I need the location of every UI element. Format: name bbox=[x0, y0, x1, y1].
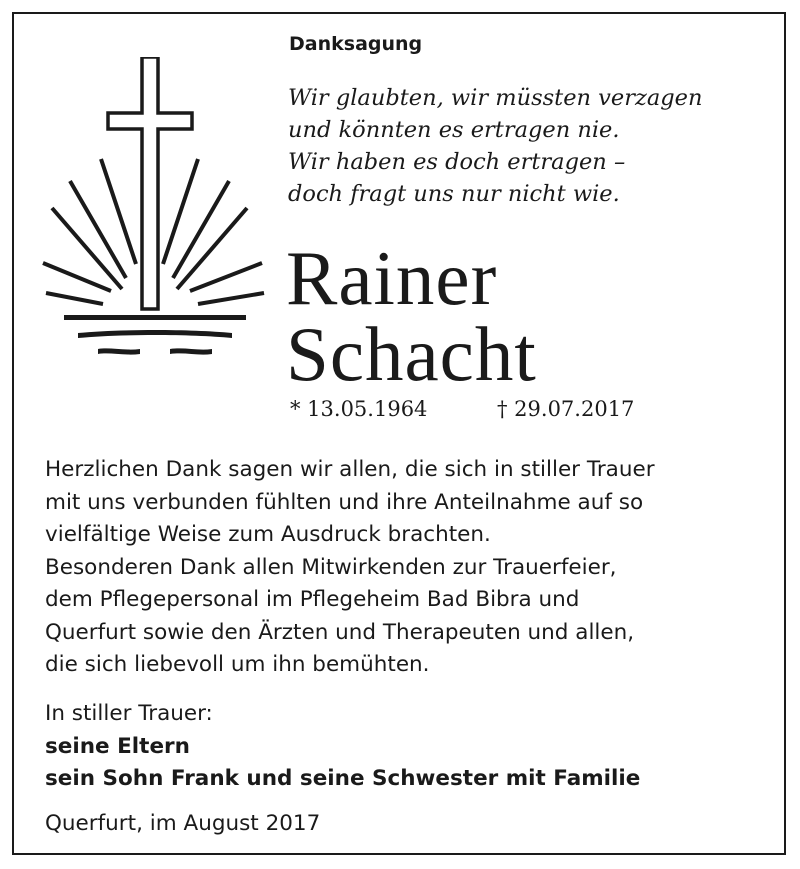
mourners bbox=[45, 698, 640, 796]
thanks-line: mit uns verbunden fühlten und ihre Anteilnahme auf so bbox=[45, 489, 644, 515]
heading-danksagung: Danksagung bbox=[289, 33, 423, 55]
place-date: Querfurt, im August 2017 bbox=[45, 811, 321, 836]
thanks-line: die sich liebevoll um ihn bemühten. bbox=[45, 652, 430, 677]
cross-sunrise-icon bbox=[40, 57, 272, 369]
thanks-line: dem Pflegepersonal im Pflegeheim Bad Bibra und bbox=[45, 587, 580, 612]
thanks-line: Besonderen Dank allen Mitwirkenden zur Trauerfeier, bbox=[45, 554, 617, 580]
thanks-line: vielfältige Weise zum Ausdruck brachten. bbox=[45, 522, 491, 547]
thanks-line: Herzlichen Dank sagen wir allen, die sich in stiller Trauer bbox=[45, 457, 655, 482]
mourners-intro: In stiller Trauer: bbox=[45, 701, 213, 726]
poem bbox=[288, 82, 702, 210]
poem-line: und könnten es ertragen nie. bbox=[288, 117, 620, 143]
mourners-parents: seine Eltern bbox=[45, 733, 190, 759]
thanks-line: Querfurt sowie den Ärzten und Therapeuten und allen, bbox=[45, 619, 635, 645]
mourners-family: sein Sohn Frank und seine Schwester mit Familie bbox=[45, 766, 641, 791]
birth-date: * 13.05.1964 bbox=[290, 397, 428, 421]
death-date: † 29.07.2017 bbox=[497, 397, 635, 421]
poem-line: Wir haben es doch ertragen – bbox=[288, 149, 626, 175]
poem-line: Wir glaubten, wir müssten verzagen bbox=[288, 85, 703, 111]
thanks-text bbox=[45, 454, 655, 682]
poem-line: doch fragt uns nur nicht wie. bbox=[288, 181, 620, 207]
deceased-first-name: Rainer bbox=[286, 235, 498, 321]
deceased-last-name: Schacht bbox=[286, 311, 537, 397]
